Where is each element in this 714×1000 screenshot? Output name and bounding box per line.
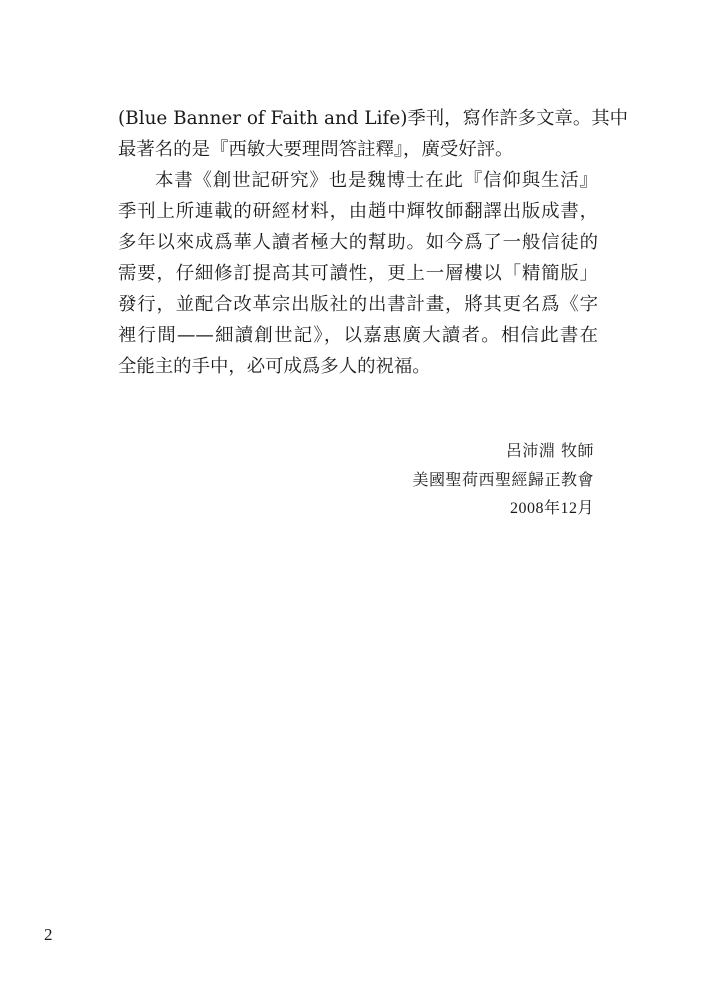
text-line: (Blue Banner of Faith and Life)季刊，寫作許多文章。其中 — [118, 108, 629, 129]
text-line: 季刊上所連載的研經材料，由趙中輝牧師翻譯出版成書， — [118, 201, 598, 222]
signature-date: 2008年12月 — [509, 500, 594, 517]
signature-block — [412, 436, 594, 523]
body-text — [118, 103, 629, 382]
page-number: 2 — [44, 925, 53, 944]
text-line: 需要，仔細修訂提高其可讀性，更上一層樓以「精簡版」 — [118, 263, 598, 284]
text-line: 裡行間——細讀創世記》，以嘉惠廣大讀者。相信此書在 — [118, 325, 598, 346]
text-line: 多年以來成爲華人讀者極大的幫助。如今爲了一般信徒的 — [118, 232, 598, 253]
text-line: 全能主的手中，必可成爲多人的祝福。 — [118, 356, 431, 377]
text-line: 最著名的是『西敏大要理問答註釋』，廣受好評。 — [118, 139, 514, 160]
signature-church: 美國聖荷西聖經歸正教會 — [412, 470, 594, 489]
text-line: 本書《創世記研究》也是魏博士在此『信仰與生活』 — [155, 170, 598, 191]
text-line: 發行，並配合改革宗出版社的出書計畫，將其更名爲《字 — [118, 294, 598, 315]
signature-name: 呂沛淵 牧師 — [505, 441, 594, 460]
